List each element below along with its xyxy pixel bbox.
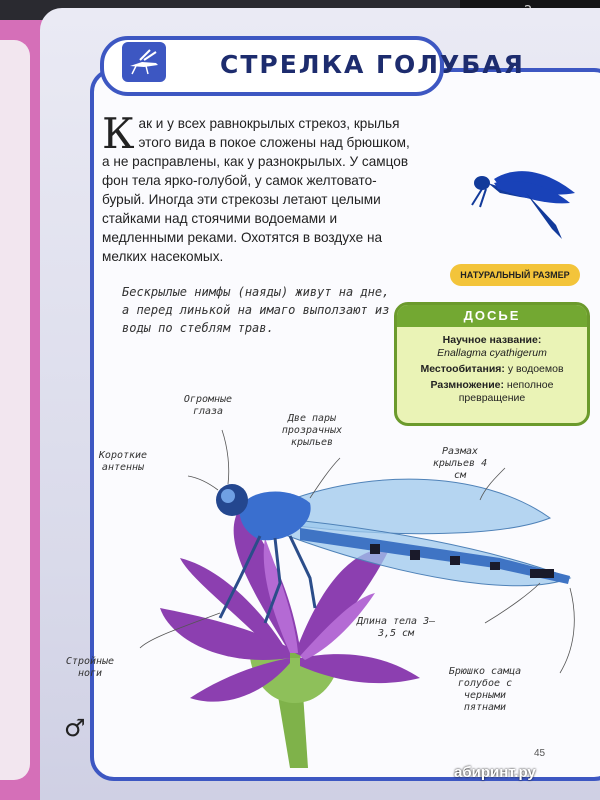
dragonfly-illustration xyxy=(100,408,600,788)
book-page xyxy=(40,8,600,800)
nymph-note: Бескрылые нимфы (наяды) живут на дне, а перед линькой на имаго выползают из воды по стеблям трав. xyxy=(122,285,390,335)
dragonfly-silhouette-icon xyxy=(460,153,580,243)
caption-wingspan: Размах крыльев 4 см xyxy=(432,446,488,481)
caption-antennae: Короткие антенны xyxy=(98,450,148,473)
habitat-label: Местообитания: xyxy=(420,363,505,375)
caption-abdomen: Брюшко самца голубое с черными пятнами xyxy=(448,666,522,713)
intro-dropcap: К xyxy=(102,109,135,158)
caption-wings: Две пары прозрачных крыльев xyxy=(281,413,343,448)
dossier-title: ДОСЬЕ xyxy=(397,305,587,327)
scientific-name-value: Enallagma cyathigerum xyxy=(437,347,547,359)
reproduction-value: неполное превращение xyxy=(458,379,554,404)
intro-paragraph xyxy=(102,109,412,266)
reproduction-label: Размножение: xyxy=(430,379,504,391)
page-number: 45 xyxy=(534,748,546,759)
page-title: СТРЕЛКА ГОЛУБАЯ xyxy=(220,50,525,79)
male-symbol: ♂ xyxy=(64,714,86,742)
caption-body-length: Длина тела 3—3,5 см xyxy=(356,616,436,639)
natural-size-badge: НАТУРАЛЬНЫЙ РАЗМЕР xyxy=(450,264,580,286)
watermark: абиринт.ру xyxy=(454,764,536,781)
left-page-inner xyxy=(0,40,30,780)
habitat-value: у водоемов xyxy=(507,363,564,375)
scientific-name-label: Научное название: xyxy=(442,334,542,346)
intro-text: ак и у всех равнокрылых стрекоз, крылья этого вида в покое сложены над брюшком, а не расправлены, как у разнокрылых. У самцов фон тела ярко-голубой, у самок желтовато-бурый. Иногда эти стрекозы летают целыми стайками над стоячими водоемами и медленными реками. Охотятся в воздухе на мелких насекомых. xyxy=(102,116,410,264)
caption-eyes: Огромные глаза xyxy=(183,394,233,417)
insect-icon xyxy=(122,42,166,82)
caption-legs: Стройные ноги xyxy=(65,656,115,679)
